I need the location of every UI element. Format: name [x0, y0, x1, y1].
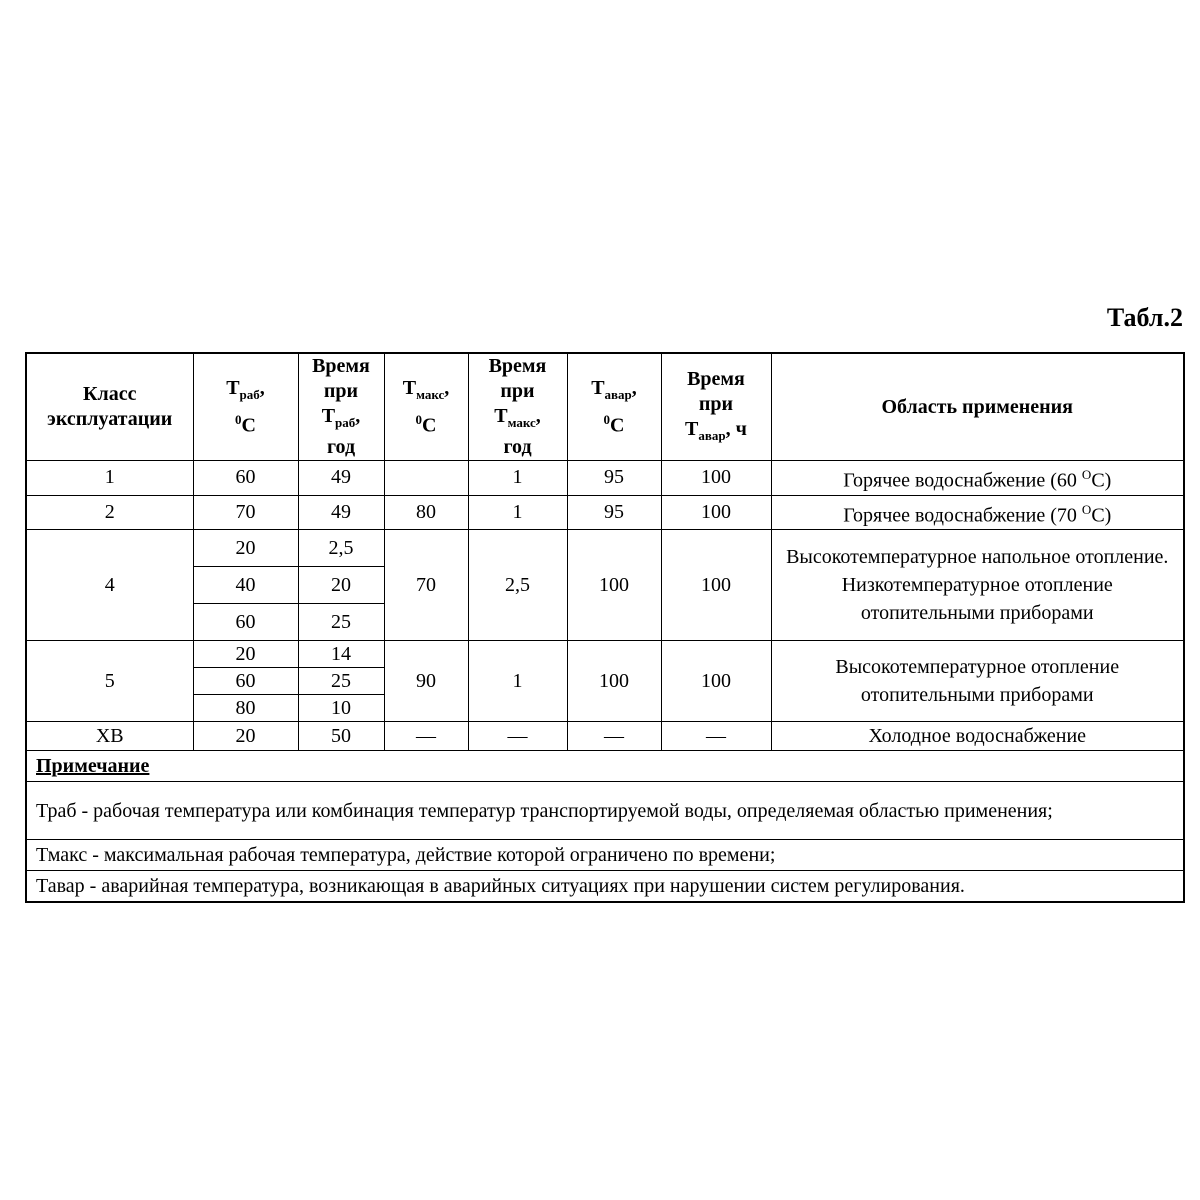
cell-c5-trab-1: 20: [193, 641, 298, 668]
cell-c4-tmaks: 70: [384, 530, 468, 641]
row-class-4-sub-1: [26, 530, 1184, 567]
table-caption: Табл.2: [1106, 303, 1183, 332]
cell-r1-vavar: 100: [661, 461, 771, 496]
note-trab-definition: Траб - рабочая температура или комбинация температур транспортируемой воды, определяемая областью применения;: [26, 782, 1184, 840]
cell-xv-application: Холодное водоснабжение: [771, 722, 1184, 751]
cell-xv-trab: 20: [193, 722, 298, 751]
row-note-3: [26, 871, 1184, 903]
cell-c4-trab-2: 40: [193, 567, 298, 604]
cell-c5-vavar: 100: [661, 641, 771, 722]
operating-class-table: [25, 352, 1185, 903]
cell-xv-vmaks-dash: —: [468, 722, 567, 751]
header-row: [26, 353, 1184, 461]
row-class-5-sub-1: [26, 641, 1184, 668]
cell-c5-tavar: 100: [567, 641, 661, 722]
cell-r2-vmaks: 1: [468, 495, 567, 530]
cell-c4-vavar: 100: [661, 530, 771, 641]
cell-c4-vrab-3: 25: [298, 604, 384, 641]
header-class-line1: Класс: [83, 383, 137, 405]
row-note-1: [26, 782, 1184, 840]
cell-c4-vmaks: 2,5: [468, 530, 567, 641]
cell-xv-class: ХВ: [26, 722, 193, 751]
cell-r2-tmaks: 80: [384, 495, 468, 530]
header-class-line2: эксплуатации: [47, 408, 173, 430]
col-header-time-at-trab: Время при $Т_{раб}$, год: [298, 353, 384, 461]
cell-c5-class: 5: [26, 641, 193, 722]
col-header-time-at-tavar: Время при $Т_{авар}$, ч: [661, 353, 771, 461]
cell-c5-vrab-1: 14: [298, 641, 384, 668]
cell-r1-tavar: 95: [567, 461, 661, 496]
cell-r1-vrab: 49: [298, 461, 384, 496]
cell-c4-class: 4: [26, 530, 193, 641]
cell-c5-tmaks: 90: [384, 641, 468, 722]
col-header-time-at-tmaks: Время при $Т_{макс}$, год: [468, 353, 567, 461]
note-heading-label: Примечание: [36, 755, 150, 778]
cell-c4-vrab-2: 20: [298, 567, 384, 604]
row-class-1: [26, 461, 1184, 496]
col-header-trab: $Т_{раб}$, $^0$С: [193, 353, 298, 461]
cell-r2-trab: 70: [193, 495, 298, 530]
cell-c4-vrab-1: 2,5: [298, 530, 384, 567]
cell-r2-tavar: 95: [567, 495, 661, 530]
cell-r2-class: 2: [26, 495, 193, 530]
cell-c4-trab-3: 60: [193, 604, 298, 641]
note-tmaks-definition: Тмакс - максимальная рабочая температура, действие которой ограничено по времени;: [26, 840, 1184, 871]
cell-xv-tavar-dash: —: [567, 722, 661, 751]
cell-c4-tavar: 100: [567, 530, 661, 641]
cell-r2-vavar: 100: [661, 495, 771, 530]
cell-r1-tmaks-empty: [384, 461, 468, 496]
note-heading-cell: [26, 751, 1184, 782]
row-note-heading: [26, 751, 1184, 782]
cell-r1-vmaks: 1: [468, 461, 567, 496]
cell-r1-trab: 60: [193, 461, 298, 496]
cell-xv-vavar-dash: —: [661, 722, 771, 751]
col-header-application: Область применения: [771, 353, 1184, 461]
col-header-class: [26, 353, 193, 461]
cell-c5-vmaks: 1: [468, 641, 567, 722]
col-header-tmaks: $Т_{макс}$, $^0$С: [384, 353, 468, 461]
cell-xv-vrab: 50: [298, 722, 384, 751]
cell-c5-application: Высокотемпературное отопление отопительными приборами: [771, 641, 1184, 722]
cell-c4-trab-1: 20: [193, 530, 298, 567]
cell-c5-trab-2: 60: [193, 668, 298, 695]
cell-xv-tmaks-dash: —: [384, 722, 468, 751]
cell-c5-vrab-2: 25: [298, 668, 384, 695]
cell-r2-vrab: 49: [298, 495, 384, 530]
row-class-2: [26, 495, 1184, 530]
col-header-tavar: $Т_{авар}$, $^0$С: [567, 353, 661, 461]
cell-r2-application: Горячее водоснабжение (70 $^О$С): [771, 495, 1184, 530]
note-tavar-definition: Тавар - аварийная температура, возникающая в аварийных ситуациях при нарушении систем регулирования.: [26, 871, 1184, 903]
cell-c5-vrab-3: 10: [298, 695, 384, 722]
row-class-xv: [26, 722, 1184, 751]
cell-r1-class: 1: [26, 461, 193, 496]
cell-c5-trab-3: 80: [193, 695, 298, 722]
row-note-2: [26, 840, 1184, 871]
cell-r1-application: Горячее водоснабжение (60 $^О$С): [771, 461, 1184, 496]
cell-c4-application: Высокотемпературное напольное отопление. Низкотемпературное отопление отопительными приборами: [771, 530, 1184, 641]
